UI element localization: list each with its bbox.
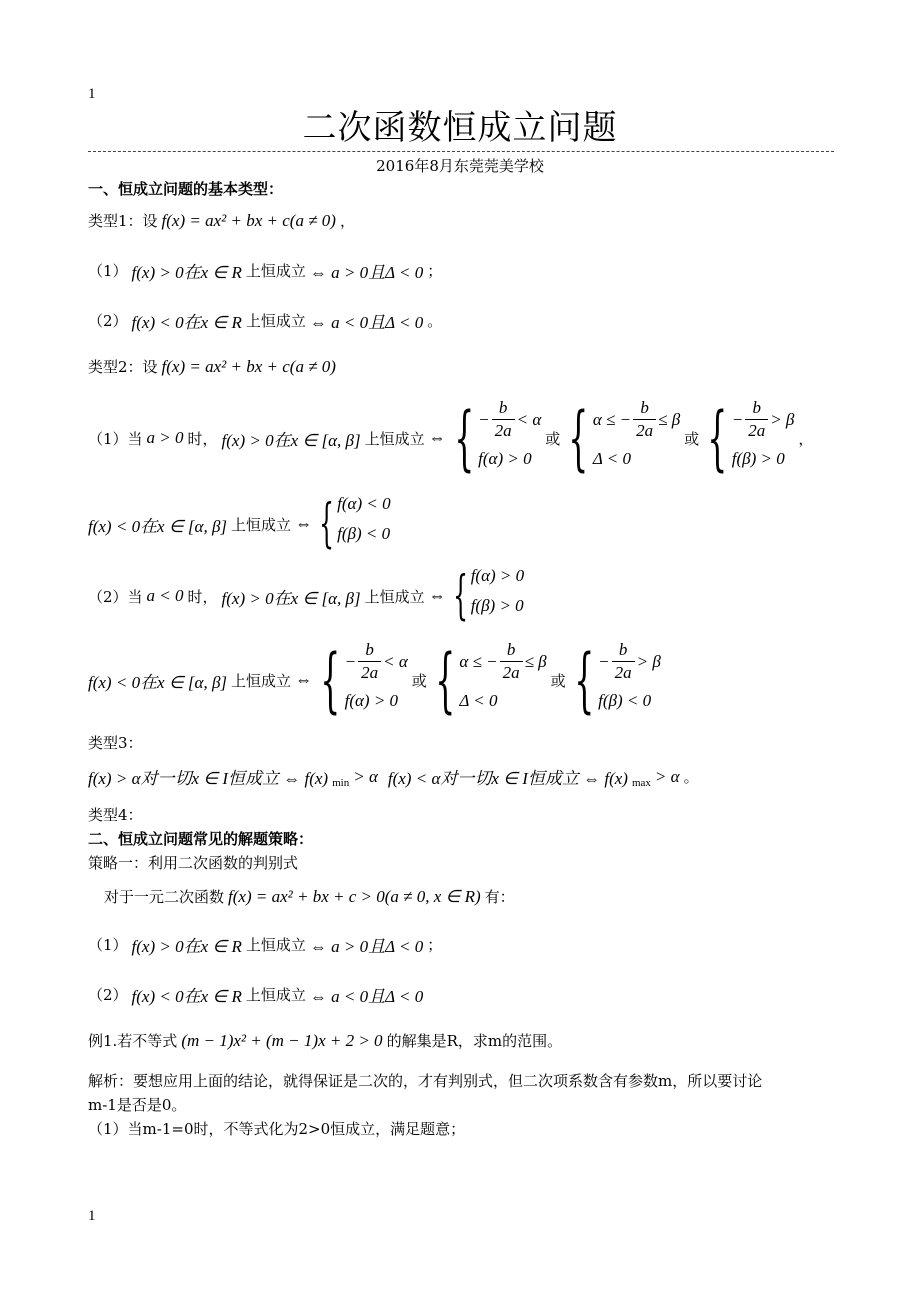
shang: 上恒成立 xyxy=(231,671,292,690)
frac-num: b xyxy=(498,398,508,417)
iff-symbol: ⇔ xyxy=(428,428,446,447)
delta-lt0: Δ < 0 xyxy=(459,691,498,710)
system-8: { − $\frac{b}{2a}$ > β f(β) < 0 xyxy=(573,639,661,721)
intro-pre: 对于一元二次函数 xyxy=(104,888,225,906)
item-end: 。 xyxy=(427,312,443,330)
item-mid: 上恒成立 xyxy=(245,986,306,1004)
title-divider xyxy=(88,151,834,152)
case2-lhs: f(x) > 0在x ∈ [α, β] xyxy=(221,588,361,608)
type1-line xyxy=(88,210,355,231)
frac-num: b xyxy=(640,398,649,417)
ineq: α ≤ xyxy=(592,409,616,429)
strategy1-item-2 xyxy=(88,982,423,1007)
iff-symbol: ⇔ xyxy=(295,514,313,533)
item-lhs: f(x) < 0在x ∈ R xyxy=(131,987,242,1006)
strategy1-heading: 策略一：利用二次函数的判别式 xyxy=(88,854,299,872)
type2-func: f(x) = ax² + bx + c(a ≠ 0) xyxy=(161,356,336,376)
case1-lhs: f(x) > 0在x ∈ [α, β] xyxy=(221,430,361,450)
left-brace: { xyxy=(568,397,589,479)
shang: 上恒成立 xyxy=(231,515,292,534)
frac-den: 2a xyxy=(612,661,635,684)
comma: ， xyxy=(798,429,814,448)
system-6: { − $\frac{b}{2a}$ < α f(α) > 0 xyxy=(320,639,408,721)
or-word: 或 xyxy=(545,429,561,448)
type3-label: 类型3： xyxy=(88,734,143,752)
ineq: < α xyxy=(516,409,542,429)
case2-prefix: （2）当 xyxy=(88,587,143,606)
item-number: （1） xyxy=(88,936,128,954)
subtitle: 2016年8月东莞莞美学校 xyxy=(376,157,544,175)
case1-shi: 时， xyxy=(187,429,218,448)
intro-post: 有： xyxy=(484,888,515,906)
frac-den: 2a xyxy=(633,419,656,442)
f-beta-lt0: f(β) < 0 xyxy=(337,524,391,543)
example-expr: (m − 1)x² + (m − 1)x + 2 > 0 xyxy=(181,1030,383,1050)
item-number: （1） xyxy=(88,262,128,280)
frac-den: 2a xyxy=(745,419,768,442)
item-lhs: f(x) > 0在x ∈ R xyxy=(131,937,242,956)
f-alpha-lt0: f(α) < 0 xyxy=(337,494,391,513)
type1-tail: ， xyxy=(339,212,355,230)
system-2: { α ≤ − $\frac{b}{2a}$ ≤ β Δ < 0 xyxy=(568,397,681,479)
row4-lhs: f(x) < 0在x ∈ [α, β] xyxy=(88,672,228,692)
left-brace: { xyxy=(707,397,728,479)
delta-lt0: Δ < 0 xyxy=(592,449,632,468)
section-heading-2: 二、恒成立问题常见的解题策略： xyxy=(88,830,314,848)
f-beta-gt0: f(β) > 0 xyxy=(470,596,524,615)
page-number-top: 1 xyxy=(88,86,96,102)
or-word: 或 xyxy=(550,671,566,690)
type3-end: 。 xyxy=(683,768,699,786)
left-brace: { xyxy=(435,639,456,721)
frac-den: 2a xyxy=(358,661,381,684)
iff-symbol: ⇔ xyxy=(295,670,313,689)
frac-den: 2a xyxy=(500,661,523,684)
item-number: （2） xyxy=(88,312,128,330)
frac-num: b xyxy=(618,640,628,659)
case1-shang: 上恒成立 xyxy=(364,429,425,448)
case2-condition: a < 0 xyxy=(146,586,184,605)
type3-part2: f(x) < α对一切x ∈ I恒成立 ⇔ f(x) xyxy=(387,769,628,788)
ineq: < α xyxy=(383,651,408,671)
item-mid: 上恒成立 xyxy=(245,262,306,280)
or-word: 或 xyxy=(684,429,700,448)
type3-part2-end: > α xyxy=(654,766,680,786)
f-alpha-gt0: f(α) > 0 xyxy=(478,449,532,468)
example-post: 的解集是R，求m的范围。 xyxy=(386,1032,563,1050)
iff-symbol: ⇔ xyxy=(428,586,446,605)
ineq: ≤ β xyxy=(524,651,547,671)
example-1 xyxy=(88,1030,562,1051)
case2-shi: 时， xyxy=(187,587,218,606)
type3-line xyxy=(88,764,699,789)
shang: 上恒成立 xyxy=(364,587,425,606)
type2-label: 类型2：设 xyxy=(88,358,158,376)
f-beta-lt0: f(β) < 0 xyxy=(598,691,652,710)
analysis-line-1: 解析：要想应用上面的结论，就得保证是二次的，才有判别式，但二次项系数含有参数m，所以要讨论 xyxy=(88,1072,763,1090)
item-lhs: f(x) > 0在x ∈ R xyxy=(131,263,242,282)
row2-lhs: f(x) < 0在x ∈ [α, β] xyxy=(88,516,228,536)
page-number-bottom: 1 xyxy=(88,1208,96,1224)
type1-func: f(x) = ax² + bx + c(a ≠ 0) xyxy=(161,210,336,230)
item-rhs: ⇔ a > 0且Δ < 0 xyxy=(309,937,424,956)
item-mid: 上恒成立 xyxy=(245,936,306,954)
system-3: { − $\frac{b}{2a}$ > β f(β) > 0 xyxy=(707,397,795,479)
page-title: 二次函数恒成立问题 xyxy=(302,108,618,148)
type1-item-1 xyxy=(88,258,442,283)
analysis-line-2: m-1是否是0。 xyxy=(88,1096,187,1114)
item-end: ； xyxy=(427,936,443,954)
system-1: { − $\frac{b}{2a}$ < α f(α) > 0 xyxy=(453,397,542,479)
item-number: （2） xyxy=(88,986,128,1004)
type2-row4 xyxy=(88,639,661,721)
min-subscript: min xyxy=(332,776,350,789)
system-4 xyxy=(316,494,391,554)
system-5 xyxy=(450,566,525,626)
section-heading-1: 一、恒成立问题的基本类型： xyxy=(88,180,284,198)
frac-num: b xyxy=(365,640,374,659)
frac-num: b xyxy=(506,640,516,659)
item-rhs: ⇔ a > 0且Δ < 0 xyxy=(309,263,424,282)
type1-item-2 xyxy=(88,308,442,333)
frac-den: 2a xyxy=(492,419,515,442)
intro-expr: f(x) = ax² + bx + c > 0(a ≠ 0, x ∈ R) xyxy=(228,886,481,906)
type2-line xyxy=(88,356,336,377)
item-lhs: f(x) < 0在x ∈ R xyxy=(131,313,242,332)
left-brace: { xyxy=(452,566,468,626)
or-word: 或 xyxy=(411,671,427,690)
f-alpha-gt0: f(α) > 0 xyxy=(344,691,399,710)
type3-part1-end: > α xyxy=(353,766,378,786)
strategy1-item-1 xyxy=(88,932,442,957)
ineq: > β xyxy=(636,651,661,671)
strategy1-intro xyxy=(104,886,515,907)
type2-case1-row xyxy=(88,397,814,479)
left-brace: { xyxy=(453,397,474,479)
ineq: α ≤ xyxy=(459,651,482,671)
item-rhs: ⇔ a < 0且Δ < 0 xyxy=(309,987,424,1006)
type1-label: 类型1：设 xyxy=(88,212,158,230)
type2-row2 xyxy=(88,496,391,552)
case1-prefix: （1）当 xyxy=(88,429,143,448)
example-pre: 例1.若不等式 xyxy=(88,1032,178,1050)
item-rhs: ⇔ a < 0且Δ < 0 xyxy=(309,313,424,332)
f-alpha-gt0: f(α) > 0 xyxy=(470,566,525,585)
f-beta-gt0: f(β) > 0 xyxy=(731,449,785,468)
left-brace: { xyxy=(320,639,341,721)
left-brace: { xyxy=(573,639,594,721)
item-end: ； xyxy=(427,262,443,280)
case1-condition: a > 0 xyxy=(146,428,184,447)
type2-case2-row xyxy=(88,568,524,624)
type4-label: 类型4： xyxy=(88,806,143,824)
type3-part1: f(x) > α对一切x ∈ I恒成立 ⇔ f(x) xyxy=(88,769,329,788)
ineq: > β xyxy=(770,409,795,429)
left-brace: { xyxy=(319,494,335,554)
system-7: { α ≤ − $\frac{b}{2a}$ ≤ β Δ < 0 xyxy=(435,639,547,721)
item-mid: 上恒成立 xyxy=(245,312,306,330)
max-subscript: max xyxy=(631,776,651,789)
ineq: ≤ β xyxy=(658,409,681,429)
frac-num: b xyxy=(752,398,761,417)
analysis-line-3: （1）当m-1=0时，不等式化为2>0恒成立，满足题意； xyxy=(88,1120,466,1138)
